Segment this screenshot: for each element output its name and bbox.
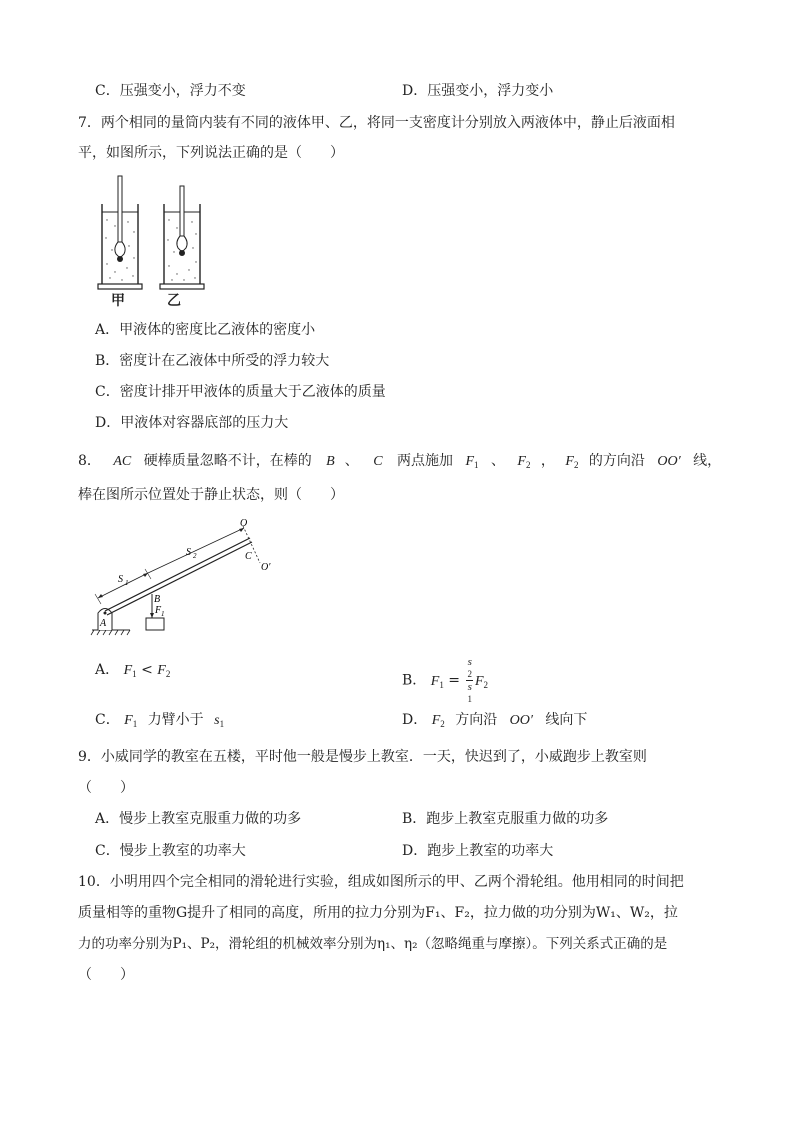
option-prefix: C． (95, 712, 120, 728)
force-f2: $F_2$ (565, 454, 579, 470)
q7-option-c[interactable]: C．密度计排开甲液体的质量大于乙液体的质量 (95, 384, 386, 400)
point-c: C (373, 454, 383, 469)
fig-label-o-prime: O′ (261, 562, 271, 573)
fig-label-o: O (240, 518, 248, 529)
q7-option-d[interactable]: D．甲液体对容器底部的压力大 (95, 415, 289, 431)
fig-label-a: A (100, 618, 107, 629)
q8-option-a[interactable] (95, 660, 170, 684)
q8-figure-lever (90, 518, 290, 636)
q8-option-c[interactable] (95, 710, 224, 734)
q10-stem-line3: 力的功率分别为P₁、P₂，滑轮组的机械效率分别为η₁、η₂（忽略绳重与摩擦）。下列关系式正确的是 (78, 936, 668, 952)
option-text: 线向下 (545, 712, 588, 728)
length-s1: $s_1$ (214, 713, 225, 729)
equals: = (443, 672, 465, 689)
q10-stem-line4: （ ） (78, 967, 134, 983)
stem-text: 的方向沿 (588, 453, 645, 469)
q10-stem-line2: 质量相等的重物G提升了相同的高度，所用的拉力分别为F₁、F₂，拉力做的功分别为W₁、W₂，拉 (78, 905, 678, 921)
stem-text: 线， (693, 453, 722, 469)
force-f1: $F_1$ (465, 454, 479, 470)
fig-label-s2: S (186, 547, 191, 558)
force-f1: $F_1$ (123, 663, 137, 679)
q7-stem-line1: 7．两个相同的量筒内装有不同的液体甲、乙，将同一支密度计分别放入两液体中，静止后液面相 (78, 115, 675, 131)
q6-option-d[interactable]: D．压强变小，浮力变小 (402, 83, 554, 99)
q9-option-b[interactable]: B．跑步上教室克服重力做的功多 (402, 811, 609, 827)
separator: 、 (344, 453, 359, 469)
fig-label-f1: F (155, 605, 162, 616)
force-f2: $F_2$ (517, 454, 531, 470)
q7-option-b[interactable]: B．密度计在乙液体中所受的浮力较大 (95, 353, 330, 369)
option-prefix: B． (402, 672, 427, 689)
option-prefix: A． (95, 662, 120, 678)
fraction-s2-over-s1: s 2 s 1 (467, 656, 472, 704)
q8-stem-line2: 棒在图所示位置处于静止状态，则（ ） (78, 487, 344, 503)
separator: 、 (490, 453, 505, 469)
fig-label-c: C (245, 551, 252, 562)
force-f2: $F_2$ (431, 713, 445, 729)
fig-label-s1-sub: 1 (125, 579, 129, 587)
cylinder-jia (98, 176, 142, 289)
q8-option-d[interactable] (402, 710, 587, 734)
stem-text: 两点施加 (396, 453, 453, 469)
line-oo: OO′ (657, 454, 681, 469)
q9-stem-line2: （ ） (78, 780, 134, 796)
q7-option-a[interactable]: A．甲液体的密度比乙液体的密度小 (95, 322, 316, 338)
force-f2: $F_2$ (157, 663, 171, 679)
q8-stem-line1 (78, 451, 721, 475)
fig-label-s2-sub: 2 (193, 552, 197, 560)
force-f2: $F_2$ (474, 673, 489, 690)
fig-label-f1-sub: 1 (161, 610, 165, 618)
q6-option-c[interactable]: C．压强变小，浮力不变 (95, 83, 246, 99)
force-f1: $F_1$ (124, 713, 138, 729)
fig-label-yi: 乙 (167, 293, 181, 309)
q10-stem-line1: 10．小明用四个完全相同的滑轮进行实验，组成如图所示的甲、乙两个滑轮组。他用相同的时间把 (78, 874, 684, 890)
option-text: 力臂小于 (147, 712, 204, 728)
separator: ， (540, 453, 555, 469)
q9-option-d[interactable]: D．跑步上教室的功率大 (402, 843, 554, 859)
option-text: 方向沿 (455, 712, 498, 728)
q8-option-b[interactable] (402, 656, 488, 705)
question-number: 8． (78, 453, 101, 469)
fig-label-jia: 甲 (111, 293, 125, 309)
q9-stem-line1: 9．小威同学的教室在五楼，平时他一般是慢步上教室．一天，快迟到了，小威跑步上教室则 (78, 749, 647, 765)
option-prefix: D． (402, 712, 428, 728)
fig-label-b: B (154, 594, 161, 605)
q7-stem-line2: 平，如图所示，下列说法正确的是（ ） (78, 145, 344, 161)
rod-label: AC (113, 454, 132, 469)
line-oo: OO′ (509, 713, 533, 728)
q9-option-c[interactable]: C．慢步上教室的功率大 (95, 843, 246, 859)
q9-option-a[interactable]: A．慢步上教室克服重力做的功多 (95, 811, 302, 827)
fig-label-s1: S (118, 574, 123, 585)
less-than: < (136, 662, 158, 678)
cylinder-yi (160, 186, 204, 289)
stem-text: 硬棒质量忽略不计，在棒的 (143, 453, 312, 469)
point-b: B (326, 454, 335, 469)
force-f1: $F_1$ (430, 673, 444, 690)
